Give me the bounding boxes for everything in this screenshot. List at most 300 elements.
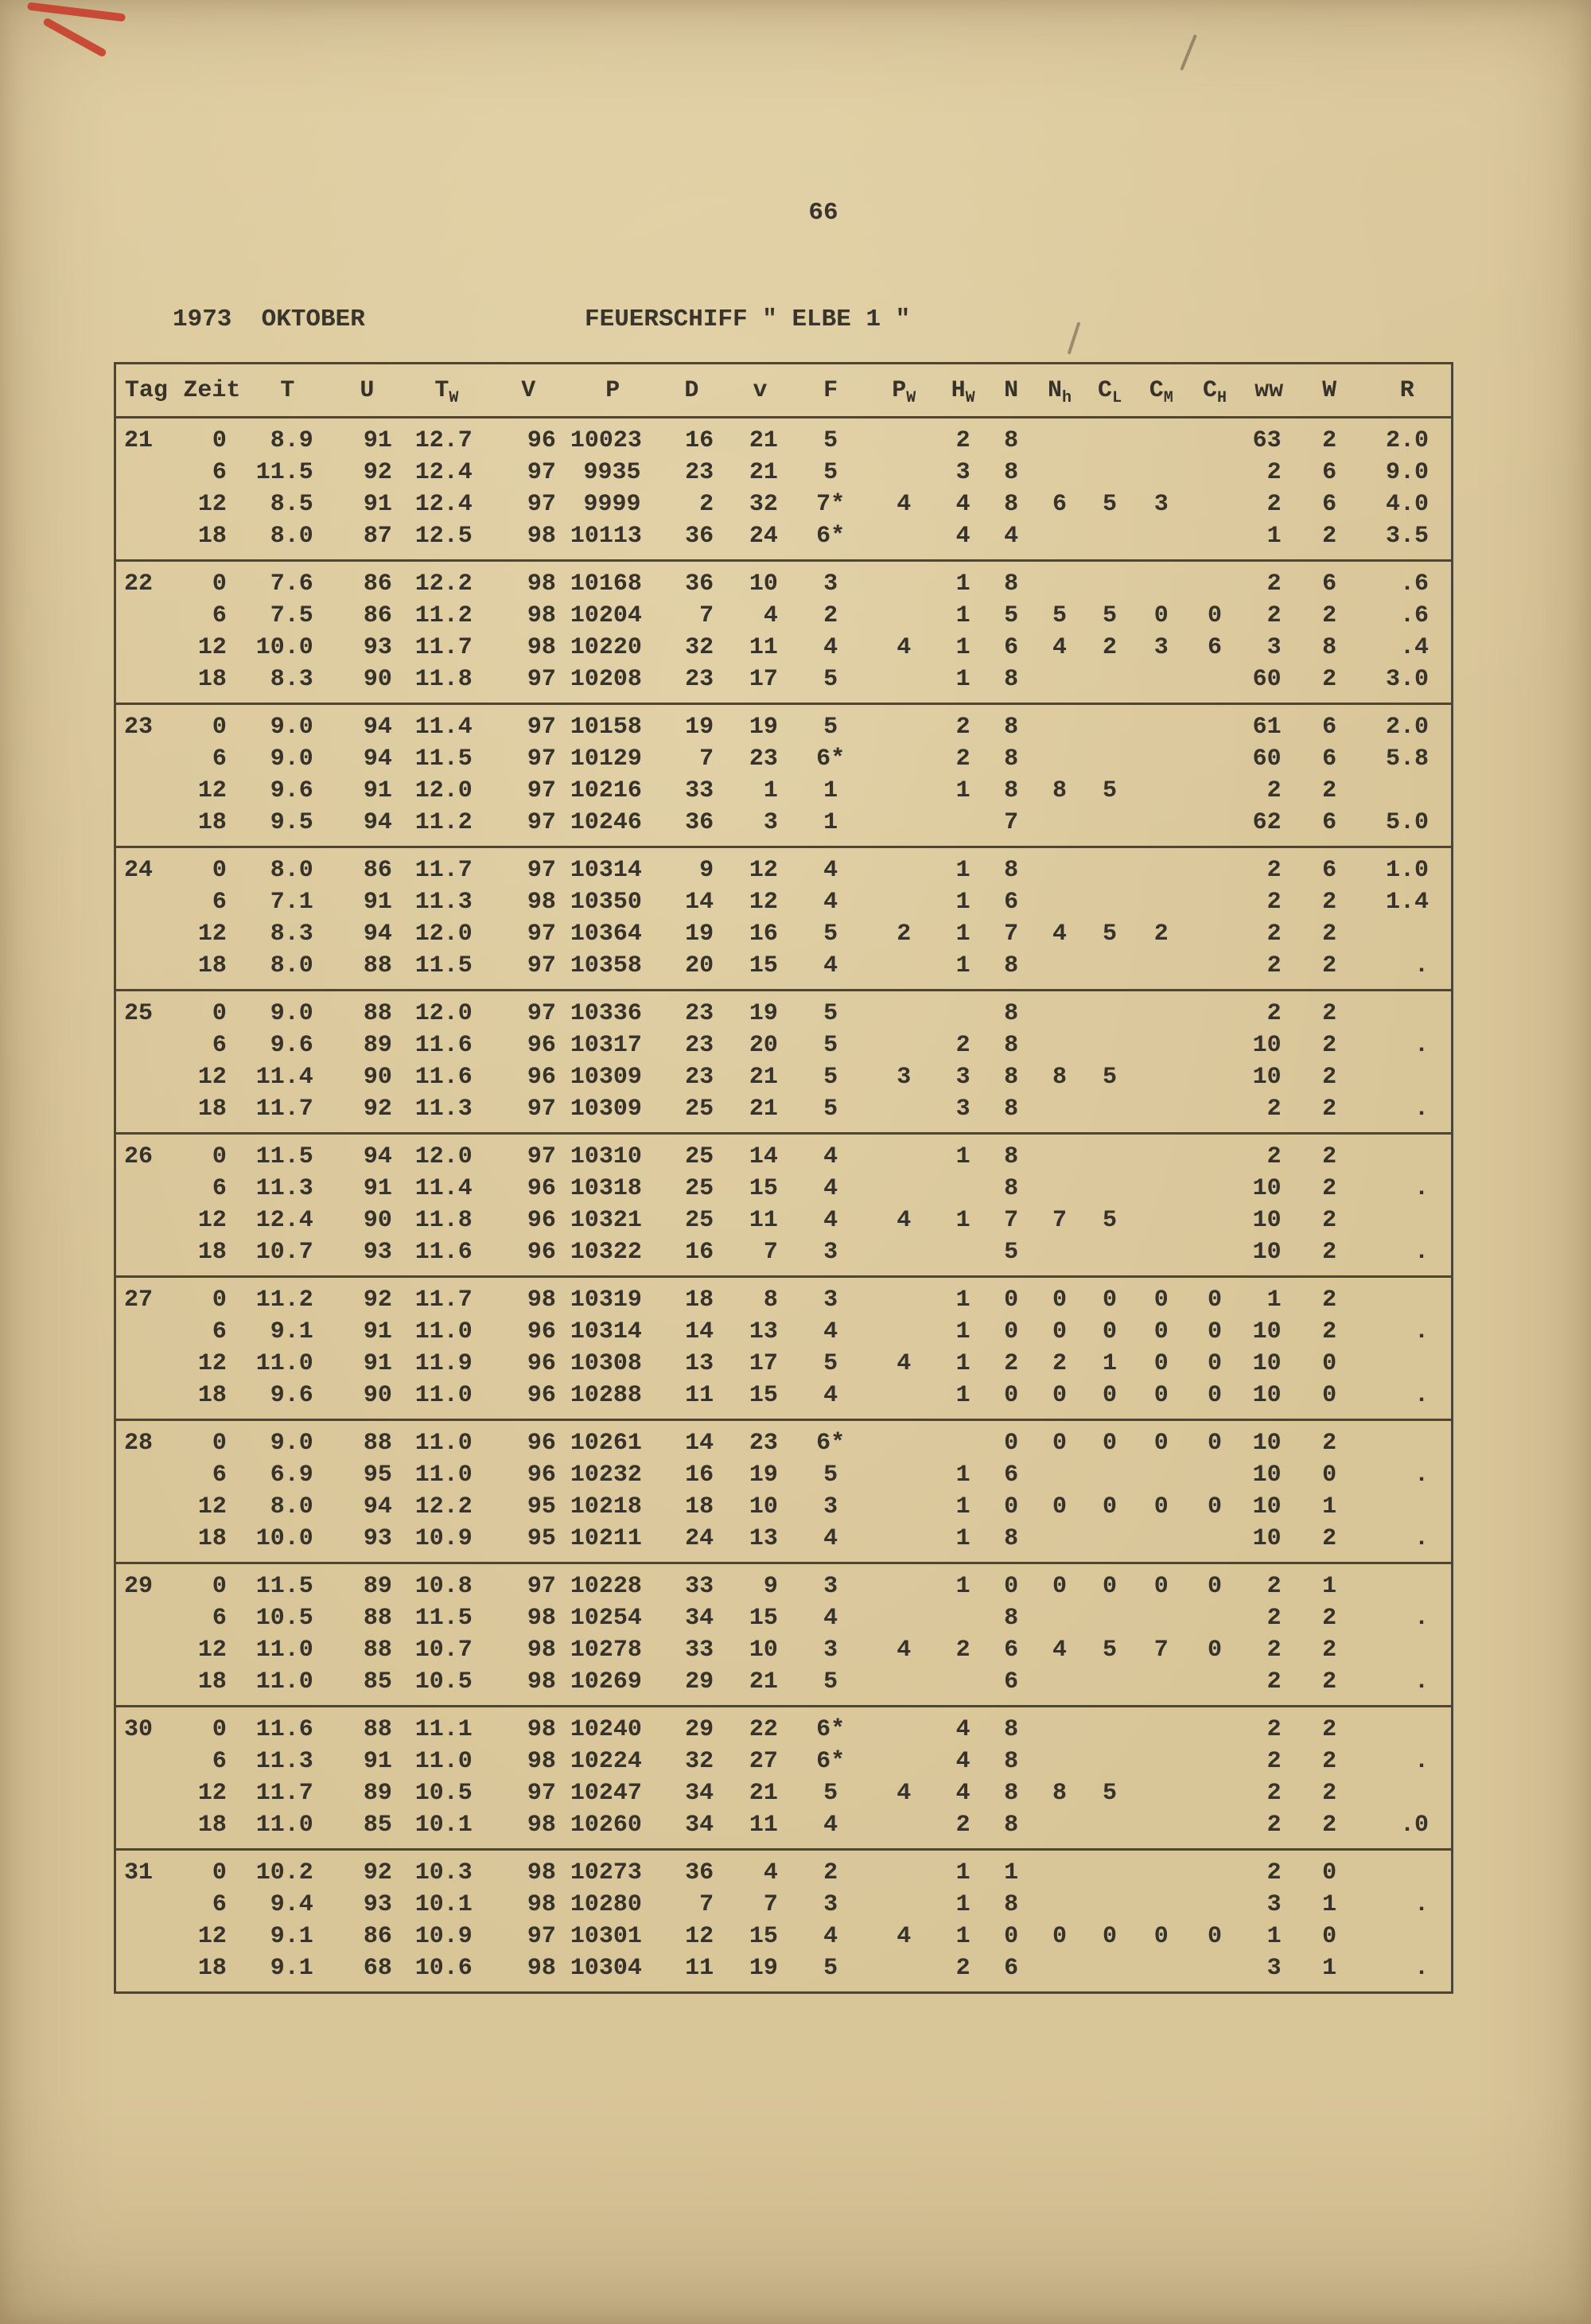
cell-CH xyxy=(1188,991,1243,1030)
cell-ww: 2 xyxy=(1266,491,1282,518)
cell-CH: 0 xyxy=(1207,1382,1222,1409)
cell-U: 91 xyxy=(363,1175,392,1202)
cell-V: 96 xyxy=(527,1382,556,1409)
cell-CH xyxy=(1188,743,1243,775)
cell-CM xyxy=(1135,1061,1188,1093)
cell-Hw: 1 xyxy=(955,1287,971,1314)
column-header-R: R xyxy=(1399,376,1414,404)
cell-Hw: 1 xyxy=(955,1350,971,1377)
cell-F: 5 xyxy=(823,1064,838,1091)
cell-Pw xyxy=(869,1173,939,1205)
cell-Hw: 1 xyxy=(955,1891,971,1918)
cell-Pw xyxy=(869,886,939,918)
cell-Tw: 11.3 xyxy=(414,889,473,916)
cell-Tw: 10.3 xyxy=(414,1859,473,1886)
cell-V: 96 xyxy=(527,1207,556,1234)
cell-tag: 31 xyxy=(124,1859,154,1886)
cell-V: 98 xyxy=(527,1955,556,1982)
cell-D: 36 xyxy=(685,809,714,836)
weather-table xyxy=(114,362,1453,1994)
cell-T: 6.9 xyxy=(270,1462,313,1489)
cell-CM: 0 xyxy=(1153,1318,1169,1345)
cell-V: 97 xyxy=(527,952,556,979)
cell-CL xyxy=(1084,704,1135,744)
cell-tag xyxy=(115,1173,177,1205)
cell-R: 1.0 xyxy=(1385,857,1429,884)
cell-CL xyxy=(1084,1523,1135,1563)
cell-CM xyxy=(1135,1523,1188,1563)
cell-R xyxy=(1363,1777,1453,1809)
cell-N: 8 xyxy=(1004,1032,1019,1059)
cell-Tw: 11.3 xyxy=(414,1096,473,1123)
cell-T: 11.0 xyxy=(255,1637,313,1664)
cell-Nh xyxy=(1035,886,1084,918)
cell-CM xyxy=(1135,1030,1188,1061)
cell-Pw xyxy=(869,1236,939,1277)
cell-CL xyxy=(1084,1850,1135,1890)
cell-Hw: 1 xyxy=(955,1923,971,1950)
cell-CM: 0 xyxy=(1153,1287,1169,1314)
cell-zeit: 0 xyxy=(212,714,227,741)
cell-v: 7 xyxy=(763,1239,778,1266)
column-header-N: N xyxy=(1004,376,1019,404)
cell-CL xyxy=(1084,1889,1135,1921)
cell-T: 11.6 xyxy=(255,1716,313,1743)
cell-CH xyxy=(1188,1093,1243,1134)
cell-CH xyxy=(1188,489,1243,520)
cell-Tw: 12.2 xyxy=(414,570,473,598)
cell-ww: 2 xyxy=(1266,1812,1282,1839)
cell-Nh xyxy=(1035,1602,1084,1634)
cell-R: . xyxy=(1414,1382,1429,1409)
cell-F: 6* xyxy=(816,745,846,773)
day-group xyxy=(115,418,1453,561)
table-row xyxy=(115,1921,1453,1952)
cell-CL xyxy=(1084,1173,1135,1205)
cell-U: 90 xyxy=(363,1207,392,1234)
cell-V: 97 xyxy=(527,1573,556,1600)
cell-Pw xyxy=(869,1459,939,1491)
table-row xyxy=(115,991,1453,1030)
cell-D: 14 xyxy=(685,1430,714,1457)
cell-W: 2 xyxy=(1322,523,1337,550)
cell-N: 0 xyxy=(1004,1430,1019,1457)
cell-U: 86 xyxy=(363,1923,392,1950)
cell-R: . xyxy=(1414,1175,1429,1202)
cell-Hw: 1 xyxy=(955,889,971,916)
cell-T: 8.0 xyxy=(270,952,313,979)
cell-Hw: 1 xyxy=(955,1493,971,1520)
cell-P: 10269 xyxy=(570,1668,642,1695)
cell-P: 10204 xyxy=(570,602,642,629)
cell-Nh xyxy=(1035,1850,1084,1890)
cell-zeit: 18 xyxy=(197,1668,227,1695)
cell-W: 2 xyxy=(1322,602,1337,629)
cell-V: 97 xyxy=(527,1143,556,1170)
cell-ww: 2 xyxy=(1266,1668,1282,1695)
pencil-mark xyxy=(1180,34,1197,71)
cell-V: 97 xyxy=(527,666,556,693)
cell-CH xyxy=(1188,1850,1243,1890)
cell-tag: 22 xyxy=(124,570,154,598)
cell-ww: 2 xyxy=(1266,1748,1282,1775)
cell-N: 6 xyxy=(1004,1637,1019,1664)
day-group xyxy=(115,1707,1453,1850)
cell-P: 10228 xyxy=(570,1573,642,1600)
cell-Hw: 2 xyxy=(955,1032,971,1059)
cell-P: 10364 xyxy=(570,921,642,948)
cell-Nh xyxy=(1035,950,1084,991)
cell-CH xyxy=(1188,775,1243,807)
cell-N: 8 xyxy=(1004,1716,1019,1743)
cell-R: 2.0 xyxy=(1385,427,1429,454)
cell-zeit: 6 xyxy=(212,1748,227,1775)
cell-Nh xyxy=(1035,664,1084,704)
cell-F: 2 xyxy=(823,602,838,629)
table-row xyxy=(115,1061,1453,1093)
cell-N: 8 xyxy=(1004,491,1019,518)
cell-P: 10358 xyxy=(570,952,642,979)
cell-Tw: 11.5 xyxy=(414,952,473,979)
cell-D: 16 xyxy=(685,1462,714,1489)
cell-Tw: 12.7 xyxy=(414,427,473,454)
cell-W: 2 xyxy=(1322,952,1337,979)
cell-V: 98 xyxy=(527,1812,556,1839)
cell-T: 9.6 xyxy=(270,1382,313,1409)
cell-v: 8 xyxy=(763,1287,778,1314)
cell-CH xyxy=(1188,1809,1243,1850)
cell-tag xyxy=(115,743,177,775)
cell-N: 7 xyxy=(1004,1207,1019,1234)
cell-v: 21 xyxy=(749,459,778,486)
cell-Hw: 1 xyxy=(955,1318,971,1345)
cell-U: 93 xyxy=(363,1239,392,1266)
cell-CH xyxy=(1188,457,1243,489)
cell-D: 24 xyxy=(685,1525,714,1552)
cell-W: 2 xyxy=(1322,1207,1337,1234)
column-header-T: T xyxy=(280,376,295,404)
cell-CL: 5 xyxy=(1103,1637,1118,1664)
table-row xyxy=(115,457,1453,489)
cell-CH xyxy=(1188,1602,1243,1634)
cell-Nh: 0 xyxy=(1052,1382,1068,1409)
cell-Hw: 1 xyxy=(955,857,971,884)
cell-v: 21 xyxy=(749,1780,778,1807)
cell-P: 10314 xyxy=(570,1318,642,1345)
cell-tag xyxy=(115,1777,177,1809)
cell-U: 90 xyxy=(363,666,392,693)
cell-D: 36 xyxy=(685,570,714,598)
cell-R xyxy=(1363,991,1453,1030)
cell-T: 8.9 xyxy=(270,427,313,454)
cell-tag xyxy=(115,664,177,704)
cell-zeit: 12 xyxy=(197,921,227,948)
cell-W: 2 xyxy=(1322,1748,1337,1775)
cell-R: 1.4 xyxy=(1385,889,1429,916)
cell-V: 96 xyxy=(527,1239,556,1266)
cell-CL xyxy=(1084,1746,1135,1777)
day-group xyxy=(115,561,1453,704)
cell-T: 9.0 xyxy=(270,1000,313,1027)
cell-v: 15 xyxy=(749,1175,778,1202)
cell-T: 7.1 xyxy=(270,889,313,916)
cell-Pw: 4 xyxy=(897,1637,912,1664)
table-row xyxy=(115,600,1453,632)
red-pen-mark xyxy=(42,17,107,57)
cell-R: 3.0 xyxy=(1385,666,1429,693)
cell-CL: 0 xyxy=(1103,1430,1118,1457)
column-header-v: v xyxy=(753,376,768,404)
cell-v: 19 xyxy=(749,1462,778,1489)
cell-zeit: 12 xyxy=(197,1923,227,1950)
cell-ww: 2 xyxy=(1266,570,1282,598)
cell-v: 23 xyxy=(749,1430,778,1457)
cell-v: 11 xyxy=(749,1207,778,1234)
cell-T: 12.4 xyxy=(255,1207,313,1234)
cell-R: 4.0 xyxy=(1385,491,1429,518)
cell-D: 33 xyxy=(685,777,714,804)
cell-Tw: 10.7 xyxy=(414,1637,473,1664)
table-row xyxy=(115,1777,1453,1809)
column-header-tag: Tag xyxy=(124,376,168,404)
cell-D: 23 xyxy=(685,1064,714,1091)
table-row xyxy=(115,1889,1453,1921)
cell-ww: 2 xyxy=(1266,1780,1282,1807)
cell-R: . xyxy=(1414,1032,1429,1059)
cell-V: 96 xyxy=(527,1350,556,1377)
table-row xyxy=(115,1316,1453,1348)
cell-Pw: 4 xyxy=(897,1780,912,1807)
cell-D: 18 xyxy=(685,1287,714,1314)
cell-ww: 2 xyxy=(1266,459,1282,486)
cell-Pw xyxy=(869,991,939,1030)
cell-Hw: 1 xyxy=(955,1207,971,1234)
cell-F: 6* xyxy=(816,1430,846,1457)
title-station: FEUERSCHIFF " ELBE 1 " xyxy=(585,306,911,333)
cell-Tw: 11.7 xyxy=(414,1287,473,1314)
cell-N: 8 xyxy=(1004,1525,1019,1552)
cell-CM xyxy=(1135,1707,1188,1746)
cell-F: 4 xyxy=(823,1143,838,1170)
cell-P: 10280 xyxy=(570,1891,642,1918)
cell-zeit: 6 xyxy=(212,1462,227,1489)
cell-Hw: 2 xyxy=(955,427,971,454)
cell-N: 8 xyxy=(1004,1064,1019,1091)
column-header-P: P xyxy=(605,376,620,404)
cell-W: 2 xyxy=(1322,1525,1337,1552)
cell-zeit: 18 xyxy=(197,1382,227,1409)
cell-Nh xyxy=(1035,991,1084,1030)
cell-N: 8 xyxy=(1004,1175,1019,1202)
cell-Hw: 3 xyxy=(955,1096,971,1123)
cell-Pw xyxy=(869,1809,939,1850)
cell-Hw: 3 xyxy=(955,1064,971,1091)
cell-CL: 5 xyxy=(1103,1064,1118,1091)
cell-U: 87 xyxy=(363,523,392,550)
cell-ww: 2 xyxy=(1266,1859,1282,1886)
cell-CL: 5 xyxy=(1103,777,1118,804)
cell-P: 10023 xyxy=(570,427,642,454)
cell-V: 97 xyxy=(527,921,556,948)
cell-W: 2 xyxy=(1322,666,1337,693)
cell-R: . xyxy=(1414,1955,1429,1982)
cell-F: 6* xyxy=(816,523,846,550)
cell-CH: 0 xyxy=(1207,1493,1222,1520)
cell-tag xyxy=(115,1236,177,1277)
table-row xyxy=(115,489,1453,520)
cell-W: 2 xyxy=(1322,1637,1337,1664)
cell-N: 6 xyxy=(1004,889,1019,916)
cell-V: 98 xyxy=(527,1891,556,1918)
cell-zeit: 6 xyxy=(212,459,227,486)
cell-v: 21 xyxy=(749,427,778,454)
cell-V: 97 xyxy=(527,809,556,836)
cell-P: 10129 xyxy=(570,745,642,773)
cell-F: 6* xyxy=(816,1716,846,1743)
cell-D: 11 xyxy=(685,1955,714,1982)
cell-Nh xyxy=(1035,1134,1084,1174)
cell-v: 14 xyxy=(749,1143,778,1170)
cell-zeit: 18 xyxy=(197,523,227,550)
cell-tag xyxy=(115,807,177,847)
cell-Hw: 4 xyxy=(955,1748,971,1775)
cell-Pw xyxy=(869,1134,939,1174)
cell-R: . xyxy=(1414,1525,1429,1552)
cell-v: 1 xyxy=(763,777,778,804)
cell-T: 9.0 xyxy=(270,745,313,773)
cell-CM xyxy=(1135,1602,1188,1634)
cell-D: 20 xyxy=(685,952,714,979)
cell-v: 17 xyxy=(749,1350,778,1377)
cell-U: 90 xyxy=(363,1382,392,1409)
cell-T: 9.0 xyxy=(270,714,313,741)
cell-v: 19 xyxy=(749,714,778,741)
cell-T: 8.5 xyxy=(270,491,313,518)
cell-CL xyxy=(1084,457,1135,489)
cell-R: . xyxy=(1414,1318,1429,1345)
cell-V: 95 xyxy=(527,1525,556,1552)
cell-Hw: 3 xyxy=(955,459,971,486)
day-group xyxy=(115,1134,1453,1277)
cell-T: 9.5 xyxy=(270,809,313,836)
cell-D: 29 xyxy=(685,1716,714,1743)
cell-F: 5 xyxy=(823,1462,838,1489)
cell-R: . xyxy=(1414,1891,1429,1918)
cell-Pw: 4 xyxy=(897,1350,912,1377)
table-row xyxy=(115,418,1453,457)
cell-N: 6 xyxy=(1004,1462,1019,1489)
cell-ww: 10 xyxy=(1252,1525,1282,1552)
cell-V: 97 xyxy=(527,1000,556,1027)
cell-V: 96 xyxy=(527,1462,556,1489)
cell-Tw: 11.6 xyxy=(414,1064,473,1091)
cell-T: 10.5 xyxy=(255,1605,313,1632)
cell-Nh xyxy=(1035,1952,1084,1993)
page-number: 66 xyxy=(808,199,838,227)
cell-U: 94 xyxy=(363,921,392,948)
cell-T: 8.3 xyxy=(270,666,313,693)
cell-CH xyxy=(1188,1523,1243,1563)
cell-F: 5 xyxy=(823,921,838,948)
cell-W: 2 xyxy=(1322,1175,1337,1202)
cell-tag xyxy=(115,1889,177,1921)
cell-U: 68 xyxy=(363,1955,392,1982)
cell-Tw: 11.4 xyxy=(414,714,473,741)
cell-U: 88 xyxy=(363,1430,392,1457)
cell-ww: 2 xyxy=(1266,857,1282,884)
cell-v: 17 xyxy=(749,666,778,693)
cell-Pw xyxy=(869,600,939,632)
cell-CH xyxy=(1188,418,1243,457)
cell-ww: 1 xyxy=(1266,1923,1282,1950)
cell-T: 8.0 xyxy=(270,523,313,550)
table-row xyxy=(115,1420,1453,1460)
cell-CH xyxy=(1188,1134,1243,1174)
cell-tag xyxy=(115,1061,177,1093)
column-header-ww: ww xyxy=(1255,376,1284,404)
cell-W: 2 xyxy=(1322,1000,1337,1027)
table-row xyxy=(115,1707,1453,1746)
cell-V: 96 xyxy=(527,1175,556,1202)
cell-CH: 6 xyxy=(1207,634,1222,661)
cell-Hw: 1 xyxy=(955,1859,971,1886)
cell-Tw: 10.9 xyxy=(414,1923,473,1950)
cell-Hw xyxy=(939,1666,987,1707)
cell-zeit: 12 xyxy=(197,777,227,804)
cell-ww: 10 xyxy=(1252,1239,1282,1266)
cell-ww: 10 xyxy=(1252,1175,1282,1202)
cell-CL: 2 xyxy=(1103,634,1118,661)
cell-ww: 10 xyxy=(1252,1032,1282,1059)
cell-U: 91 xyxy=(363,1350,392,1377)
cell-R xyxy=(1363,1348,1453,1380)
cell-v: 21 xyxy=(749,1096,778,1123)
cell-v: 13 xyxy=(749,1318,778,1345)
cell-zeit: 18 xyxy=(197,809,227,836)
cell-ww: 61 xyxy=(1252,714,1282,741)
cell-N: 0 xyxy=(1004,1923,1019,1950)
cell-CM: 0 xyxy=(1153,1430,1169,1457)
cell-N: 8 xyxy=(1004,745,1019,773)
cell-Nh: 2 xyxy=(1052,1350,1068,1377)
cell-P: 10278 xyxy=(570,1637,642,1664)
table-row xyxy=(115,1746,1453,1777)
cell-v: 10 xyxy=(749,570,778,598)
cell-CL xyxy=(1084,886,1135,918)
cell-ww: 2 xyxy=(1266,952,1282,979)
cell-W: 8 xyxy=(1322,634,1337,661)
cell-tag xyxy=(115,1459,177,1491)
cell-ww: 10 xyxy=(1252,1462,1282,1489)
cell-CL: 0 xyxy=(1103,1318,1118,1345)
cell-CH xyxy=(1188,1952,1243,1993)
cell-tag xyxy=(115,1523,177,1563)
cell-Tw: 12.4 xyxy=(414,459,473,486)
cell-v: 7 xyxy=(763,1891,778,1918)
cell-v: 24 xyxy=(749,523,778,550)
cell-CL: 5 xyxy=(1103,602,1118,629)
cell-W: 6 xyxy=(1322,745,1337,773)
cell-CM xyxy=(1135,561,1188,601)
cell-T: 9.4 xyxy=(270,1891,313,1918)
cell-v: 32 xyxy=(749,491,778,518)
cell-Pw xyxy=(869,1316,939,1348)
cell-D: 7 xyxy=(699,745,714,773)
cell-F: 4 xyxy=(823,1175,838,1202)
cell-CH xyxy=(1188,520,1243,561)
cell-W: 2 xyxy=(1322,1668,1337,1695)
cell-ww: 2 xyxy=(1266,1716,1282,1743)
